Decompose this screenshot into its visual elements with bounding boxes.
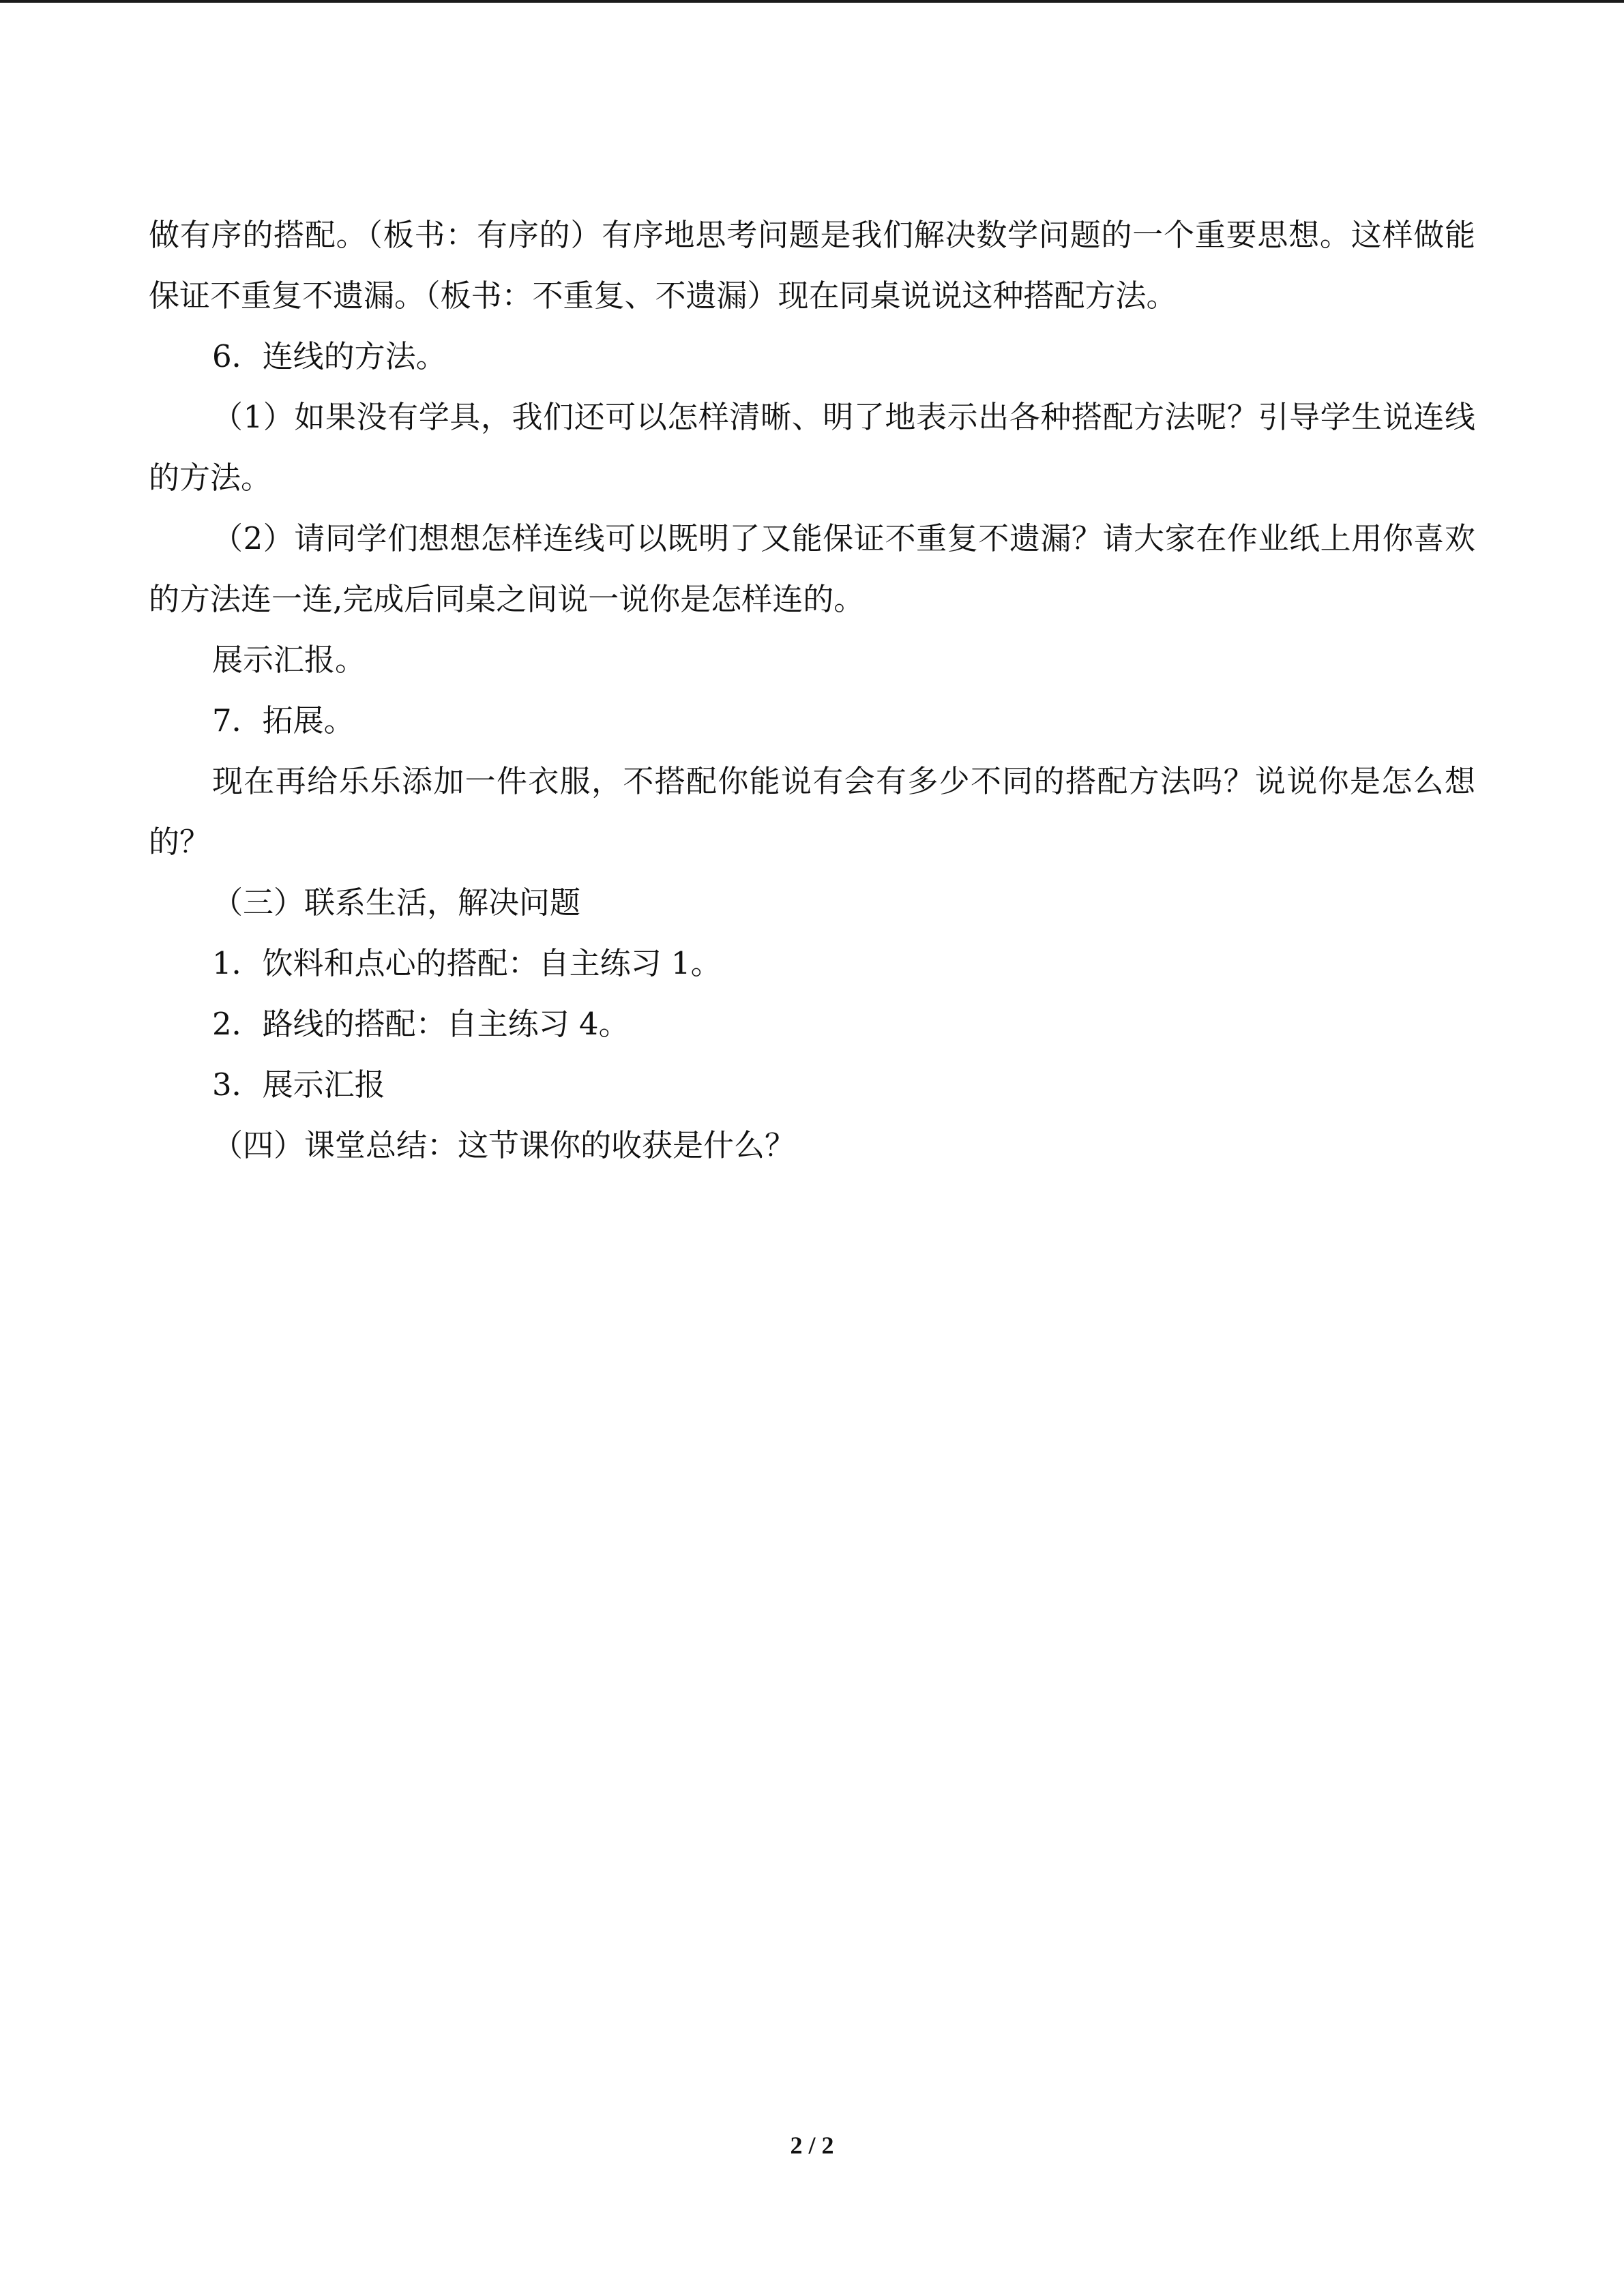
paragraph-step-7-body: 现在再给乐乐添加一件衣服，不搭配你能说有会有多少不同的搭配方法吗？说说你是怎么想的？ (149, 763, 1475, 860)
paragraph-intro: 做有序的搭配。（板书：有序的）有序地思考问题是我们解决数学问题的一个重要思想。这样做能保证不重复不遗漏。（板书：不重复、不遗漏）现在同桌说说这种搭配方法。 (149, 217, 1475, 314)
paragraph-step-6-1: （1）如果没有学具，我们还可以怎样清晰、明了地表示出各种搭配方法呢？引导学生说连线的方法。 (149, 399, 1475, 496)
paragraph-step-6-2: （2）请同学们想想怎样连线可以既明了又能保证不重复不遗漏？请大家在作业纸上用你喜欢的方法连一连,完成后同桌之间说一说你是怎样连的。 (149, 520, 1475, 617)
paragraph-presentation: 展示汇报。 (212, 642, 366, 678)
paragraph-step-6-heading: 6．连线的方法。 (212, 338, 447, 374)
top-border-line (0, 0, 1624, 3)
list-item-3: 3．展示汇报 (212, 1067, 385, 1103)
section-heading-3: （三）联系生活，解决问题 (212, 884, 581, 921)
document-body (149, 205, 1475, 1176)
page-number: 2 / 2 (790, 2132, 834, 2159)
list-item-2: 2．路线的搭配：自主练习 4。 (212, 1006, 630, 1042)
list-item-1: 1．饮料和点心的搭配：自主练习 1。 (212, 945, 722, 981)
paragraph-step-7-heading: 7．拓展。 (212, 702, 355, 739)
section-heading-4: （四）课堂总结：这节课你的收获是什么？ (212, 1127, 796, 1163)
